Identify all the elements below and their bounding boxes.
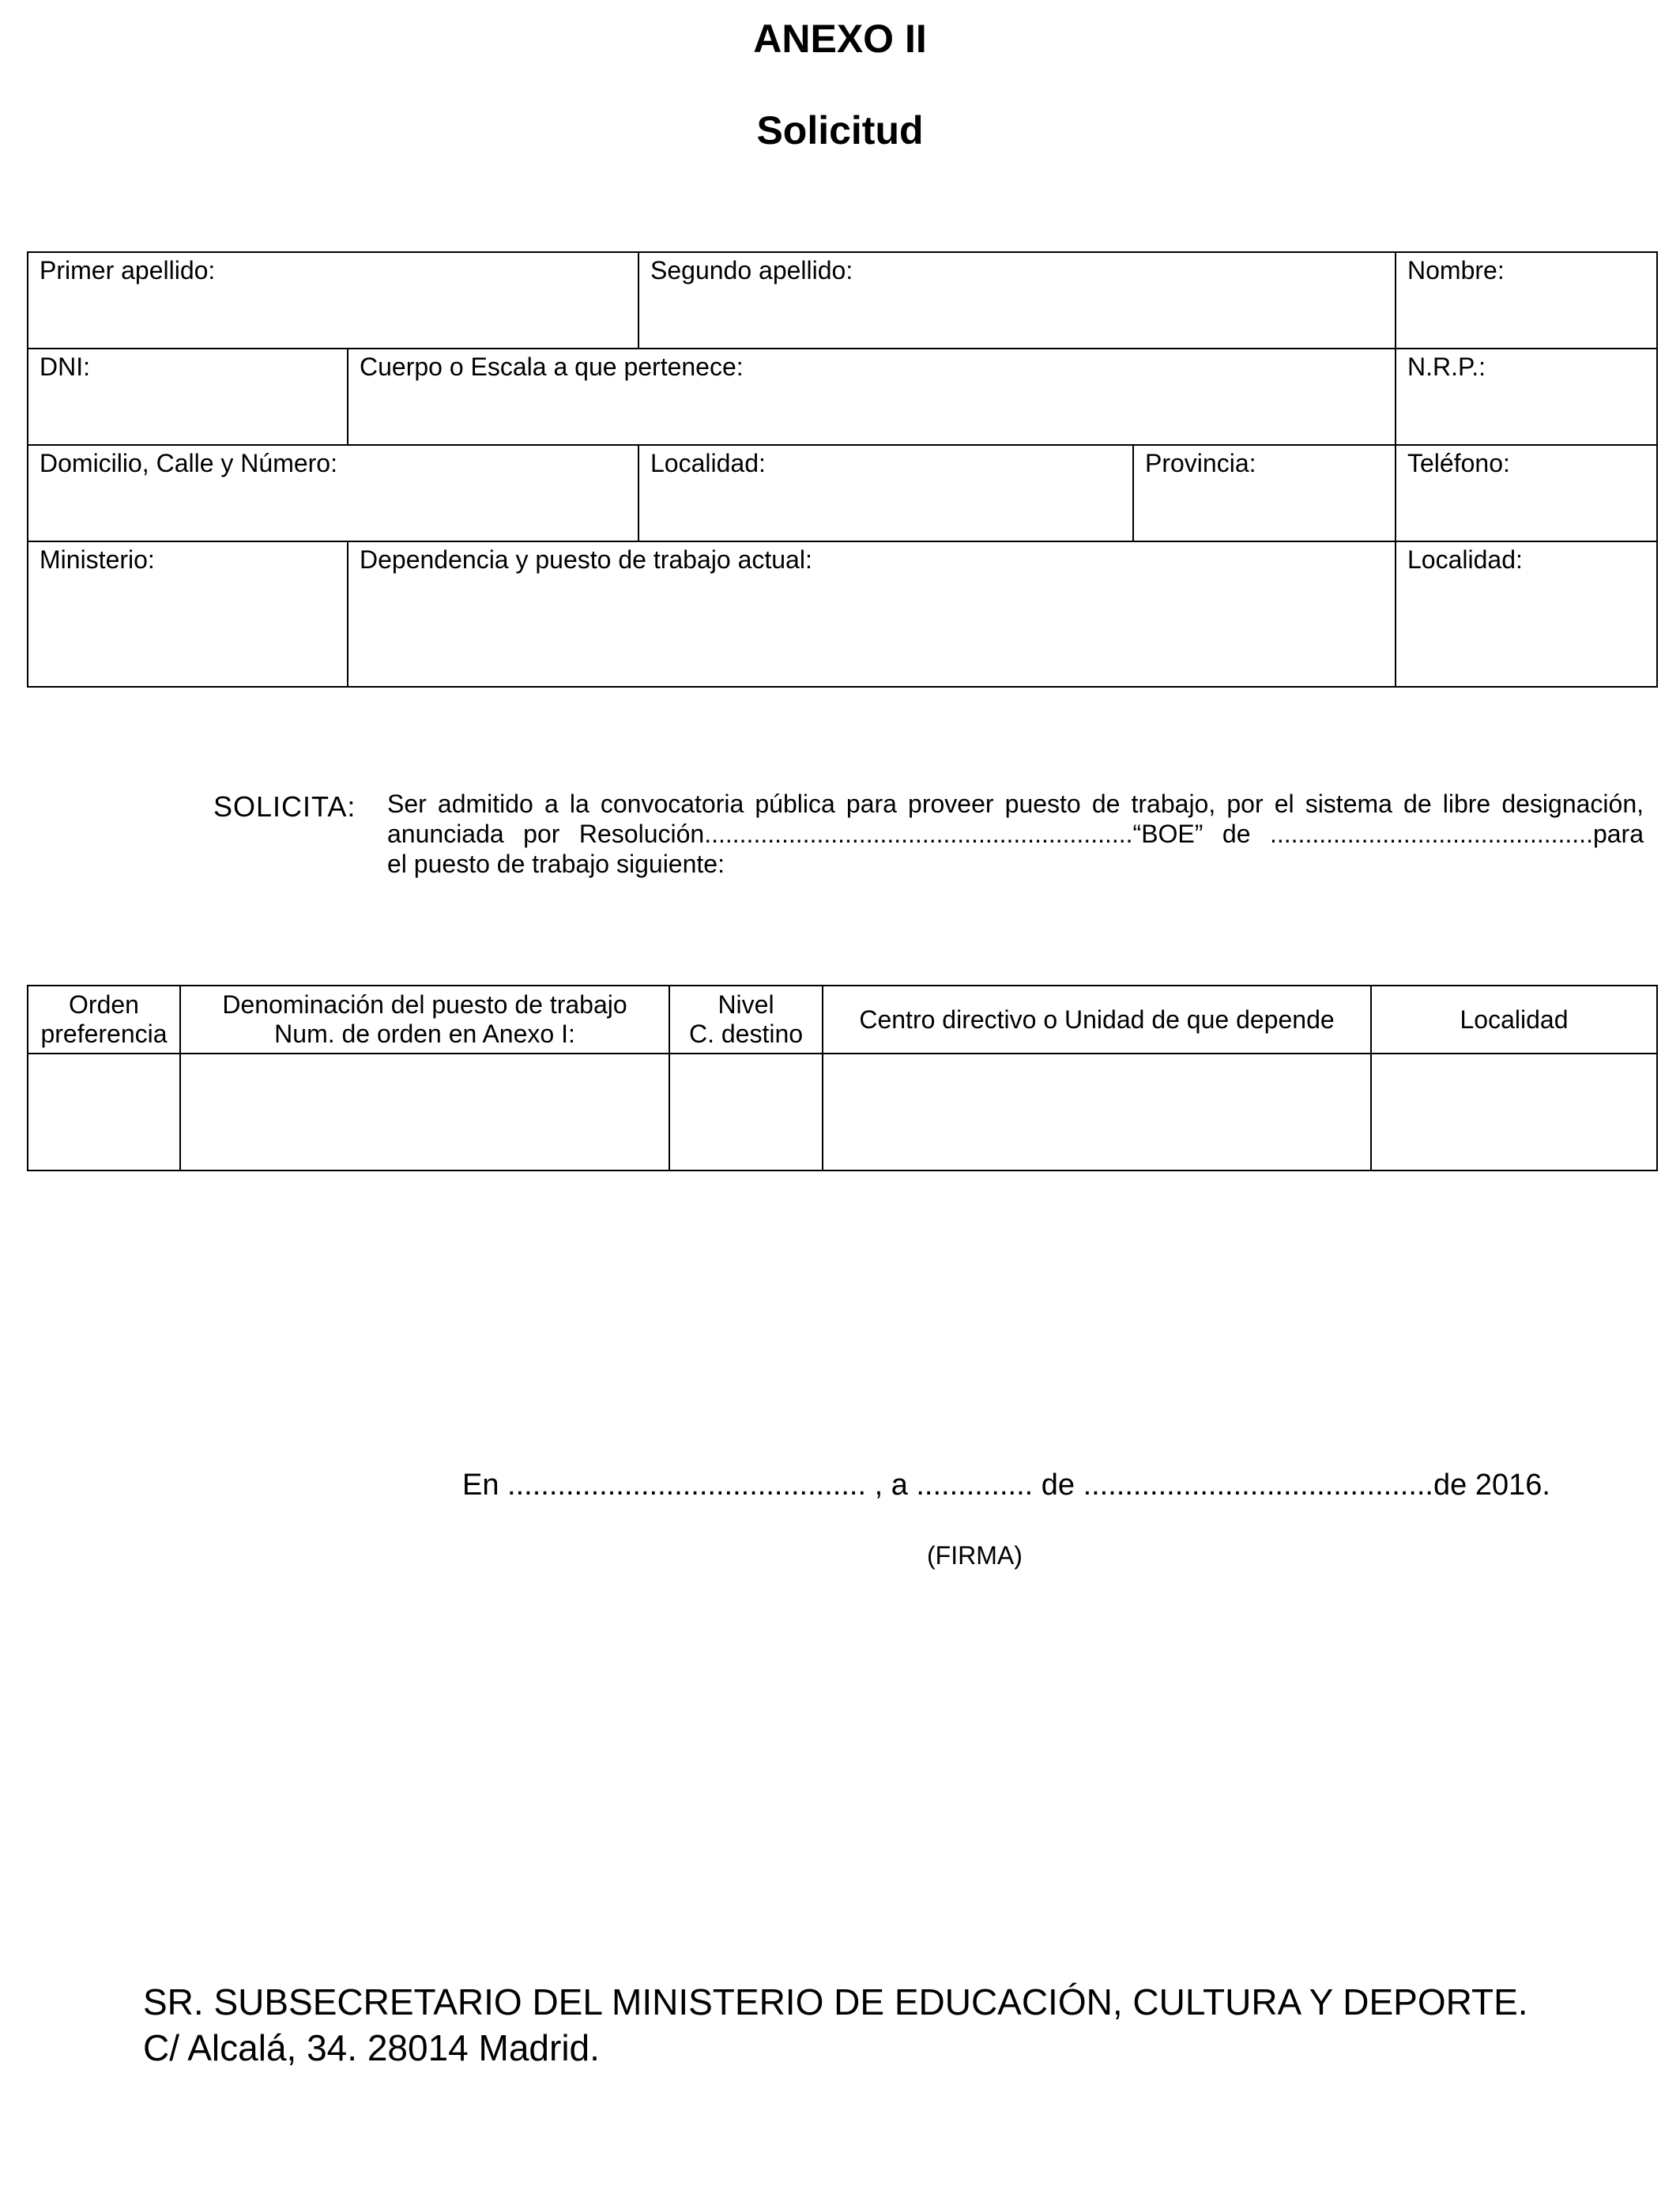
header-line: Localidad [1460,1005,1569,1034]
solicita-line: Ser admitido a la convocatoria pública para proveer puesto de trabajo, por el sistema de libre designación, [387,790,1644,818]
col-header-centro [823,986,1371,1054]
solicita-line: el puesto de trabajo siguiente: [387,850,725,878]
date-line: En ........................................... , a .............. de ..........................................de 2016. [462,1468,1550,1502]
field-label: N.R.P.: [1407,352,1486,381]
field-localidad[interactable] [638,445,1133,541]
annex-title: ANEXO II [753,17,927,61]
field-label: Primer apellido: [40,256,216,285]
field-label: Localidad: [1407,545,1523,574]
page-title: Solicitud [756,108,924,153]
col-header-denominacion [180,986,669,1054]
field-label: Nombre: [1407,256,1505,285]
field-localidad-actual[interactable] [1396,541,1657,687]
field-label: Localidad: [650,449,766,477]
firma-label: (FIRMA) [927,1541,1023,1570]
solicita-text [387,789,1644,879]
field-telefono[interactable] [1396,445,1657,541]
form-row [28,541,1657,687]
header-line: preferencia [40,1020,168,1048]
form-row [28,252,1657,349]
header-line: Orden [69,990,139,1019]
field-label: Dependencia y puesto de trabajo actual: [360,545,812,574]
header-line: Denominación del puesto de trabajo [222,990,627,1019]
field-domicilio[interactable] [28,445,638,541]
field-label: Ministerio: [40,545,155,574]
field-label: Domicilio, Calle y Número: [40,449,337,477]
cell-denominacion[interactable] [180,1054,669,1171]
field-dni[interactable] [28,349,348,445]
field-segundo-apellido[interactable] [638,252,1396,349]
header-line: C. destino [688,1020,804,1048]
cell-nivel[interactable] [669,1054,823,1171]
addressee-line: C/ Alcalá, 34. 28014 Madrid. [143,2027,600,2068]
col-header-orden [28,986,180,1054]
addressee [143,1979,1528,2071]
cell-localidad[interactable] [1371,1054,1657,1171]
solicita-label: SOLICITA: [213,790,356,823]
header-line: Nivel [718,990,774,1019]
field-cuerpo-escala[interactable] [348,349,1396,445]
col-header-localidad [1371,986,1657,1054]
field-nombre[interactable] [1396,252,1657,349]
field-primer-apellido[interactable] [28,252,638,349]
field-dependencia-puesto[interactable] [348,541,1396,687]
field-label: Provincia: [1145,449,1256,477]
personal-data-form [27,251,1658,688]
cell-centro[interactable] [823,1054,1371,1171]
field-nrp[interactable] [1396,349,1657,445]
col-header-nivel [669,986,823,1054]
addressee-line: SR. SUBSECRETARIO DEL MINISTERIO DE EDUCACIÓN, CULTURA Y DEPORTE. [143,1981,1528,2022]
field-label: DNI: [40,352,90,381]
solicita-line: anunciada por Resolución.............................................................“BOE” de ..............................................para [387,820,1644,848]
form-row [28,349,1657,445]
cell-orden[interactable] [28,1054,180,1171]
field-provincia[interactable] [1133,445,1396,541]
table-row [28,1054,1657,1171]
field-label: Cuerpo o Escala a que pertenece: [360,352,744,381]
header-line: Num. de orden en Anexo I: [274,1020,575,1048]
header-line: Centro directivo o Unidad de que depende [859,1005,1335,1034]
table-header-row [28,986,1657,1054]
field-ministerio[interactable] [28,541,348,687]
preference-table [27,985,1658,1171]
form-row [28,445,1657,541]
field-label: Teléfono: [1407,449,1510,477]
field-label: Segundo apellido: [650,256,853,285]
